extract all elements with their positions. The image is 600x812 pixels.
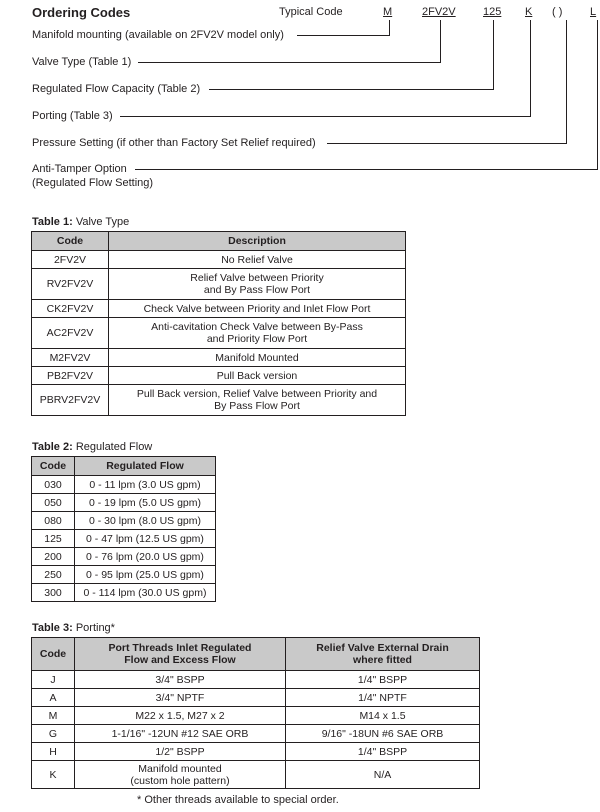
table-header-row <box>32 232 406 251</box>
header-cell: Port Threads Inlet Regulated Flow and Excess Flow <box>75 638 286 671</box>
code-cell: H <box>32 743 75 761</box>
code-cell: G <box>32 725 75 743</box>
code-cell: 200 <box>32 548 75 566</box>
leader-porting-horizontal <box>120 116 531 117</box>
value-cell: Manifold mounted (custom hole pattern) <box>75 761 286 789</box>
table-row <box>32 349 406 367</box>
value-cell: 1/4" NPTF <box>286 689 480 707</box>
line-anti-tamper: Anti-Tamper Option <box>32 163 127 175</box>
value-cell: 1/4" BSPP <box>286 671 480 689</box>
value-cell: 0 - 114 lpm (30.0 US gpm) <box>75 584 216 602</box>
value-cell: 0 - 30 lpm (8.0 US gpm) <box>75 512 216 530</box>
code-cell: 080 <box>32 512 75 530</box>
table-row <box>32 725 480 743</box>
leader-porting-vertical <box>530 20 531 117</box>
value-cell: 0 - 19 lpm (5.0 US gpm) <box>75 494 216 512</box>
code-cell: 030 <box>32 476 75 494</box>
table-header-row <box>32 457 216 476</box>
value-cell: 1/2" BSPP <box>75 743 286 761</box>
table-row <box>32 584 216 602</box>
line-manifold: Manifold mounting (available on 2FV2V model only) <box>32 29 284 41</box>
table-row <box>32 671 480 689</box>
line-valve-type: Valve Type (Table 1) <box>32 56 132 68</box>
table-row <box>32 743 480 761</box>
value-cell: 9/16" -18UN #6 SAE ORB <box>286 725 480 743</box>
code-cell: 2FV2V <box>32 251 109 269</box>
header-cell: Relief Valve External Drain where fitted <box>286 638 480 671</box>
header-cell: Code <box>32 638 75 671</box>
header-cell: Code <box>32 457 75 476</box>
leader-anti-tamper-horizontal <box>135 169 598 170</box>
table-row <box>32 367 406 385</box>
table-row <box>32 689 480 707</box>
value-cell: 3/4" BSPP <box>75 671 286 689</box>
table1-caption: Table 1: Valve Type <box>32 216 130 228</box>
value-cell: Pull Back version, Relief Valve between Priority and By Pass Flow Port <box>109 385 406 416</box>
code-2fv2v: 2FV2V <box>422 6 456 18</box>
code-cell: PBRV2FV2V <box>32 385 109 416</box>
table2-caption: Table 2: Regulated Flow <box>32 441 153 453</box>
value-cell: Anti-cavitation Check Valve between By-Pass and Priority Flow Port <box>109 318 406 349</box>
table-row <box>32 318 406 349</box>
value-cell: N/A <box>286 761 480 789</box>
leader-pressure-vertical <box>566 20 567 144</box>
value-cell: 1/4" BSPP <box>286 743 480 761</box>
table-row <box>32 530 216 548</box>
code-cell: M <box>32 707 75 725</box>
code-cell: 250 <box>32 566 75 584</box>
value-cell: 0 - 11 lpm (3.0 US gpm) <box>75 476 216 494</box>
value-cell: M14 x 1.5 <box>286 707 480 725</box>
line-porting: Porting (Table 3) <box>32 110 113 122</box>
value-cell: Manifold Mounted <box>109 349 406 367</box>
code-cell: AC2FV2V <box>32 318 109 349</box>
value-cell: Pull Back version <box>109 367 406 385</box>
code-cell: K <box>32 761 75 789</box>
code-cell: RV2FV2V <box>32 269 109 300</box>
value-cell: Relief Valve between Priority and By Pass Flow Port <box>109 269 406 300</box>
leader-flow-horizontal <box>209 89 494 90</box>
value-cell: M22 x 1.5, M27 x 2 <box>75 707 286 725</box>
typical-code-label: Typical Code <box>279 6 343 18</box>
leader-m-vertical <box>389 20 390 36</box>
code-cell: A <box>32 689 75 707</box>
header-cell: Description <box>109 232 406 251</box>
table-row <box>32 761 480 789</box>
value-cell: Check Valve between Priority and Inlet Flow Port <box>109 300 406 318</box>
code-m: M <box>383 6 393 18</box>
value-cell: 0 - 47 lpm (12.5 US gpm) <box>75 530 216 548</box>
code-l: L <box>590 6 597 18</box>
code-cell: J <box>32 671 75 689</box>
value-cell: 0 - 76 lpm (20.0 US gpm) <box>75 548 216 566</box>
header-cell: Code <box>32 232 109 251</box>
value-cell: 0 - 95 lpm (25.0 US gpm) <box>75 566 216 584</box>
code-cell: 125 <box>32 530 75 548</box>
table-row <box>32 251 406 269</box>
table-row <box>32 269 406 300</box>
line-regulated-setting: (Regulated Flow Setting) <box>32 177 154 189</box>
leader-valve-vertical <box>440 20 441 63</box>
value-cell: No Relief Valve <box>109 251 406 269</box>
table-row <box>32 566 216 584</box>
ordering-codes-title: Ordering Codes <box>32 5 131 20</box>
valve-type-table <box>31 231 406 416</box>
leader-flow-vertical <box>493 20 494 90</box>
code-cell: M2FV2V <box>32 349 109 367</box>
code-cell: 300 <box>32 584 75 602</box>
table-row <box>32 548 216 566</box>
leader-m-horizontal <box>297 35 390 36</box>
footnote: * Other threads available to special order. <box>137 794 339 806</box>
code-cell: PB2FV2V <box>32 367 109 385</box>
code-k: K <box>525 6 533 18</box>
code-pressure-slot: ( ) <box>552 6 563 18</box>
table-row <box>32 512 216 530</box>
table-row <box>32 494 216 512</box>
code-cell: 050 <box>32 494 75 512</box>
regulated-flow-table <box>31 456 216 602</box>
line-pressure: Pressure Setting (if other than Factory Set Relief required) <box>32 137 316 149</box>
porting-table <box>31 637 480 789</box>
table-row <box>32 385 406 416</box>
leader-pressure-horizontal <box>327 143 567 144</box>
table-row <box>32 476 216 494</box>
header-cell: Regulated Flow <box>75 457 216 476</box>
line-flow-capacity: Regulated Flow Capacity (Table 2) <box>32 83 201 95</box>
table-row <box>32 300 406 318</box>
leader-valve-horizontal <box>138 62 441 63</box>
table3-caption: Table 3: Porting* <box>32 622 115 634</box>
code-cell: CK2FV2V <box>32 300 109 318</box>
table-row <box>32 707 480 725</box>
value-cell: 1-1/16" -12UN #12 SAE ORB <box>75 725 286 743</box>
code-125: 125 <box>483 6 502 18</box>
value-cell: 3/4" NPTF <box>75 689 286 707</box>
leader-anti-tamper-vertical <box>597 20 598 170</box>
table-header-row <box>32 638 480 671</box>
